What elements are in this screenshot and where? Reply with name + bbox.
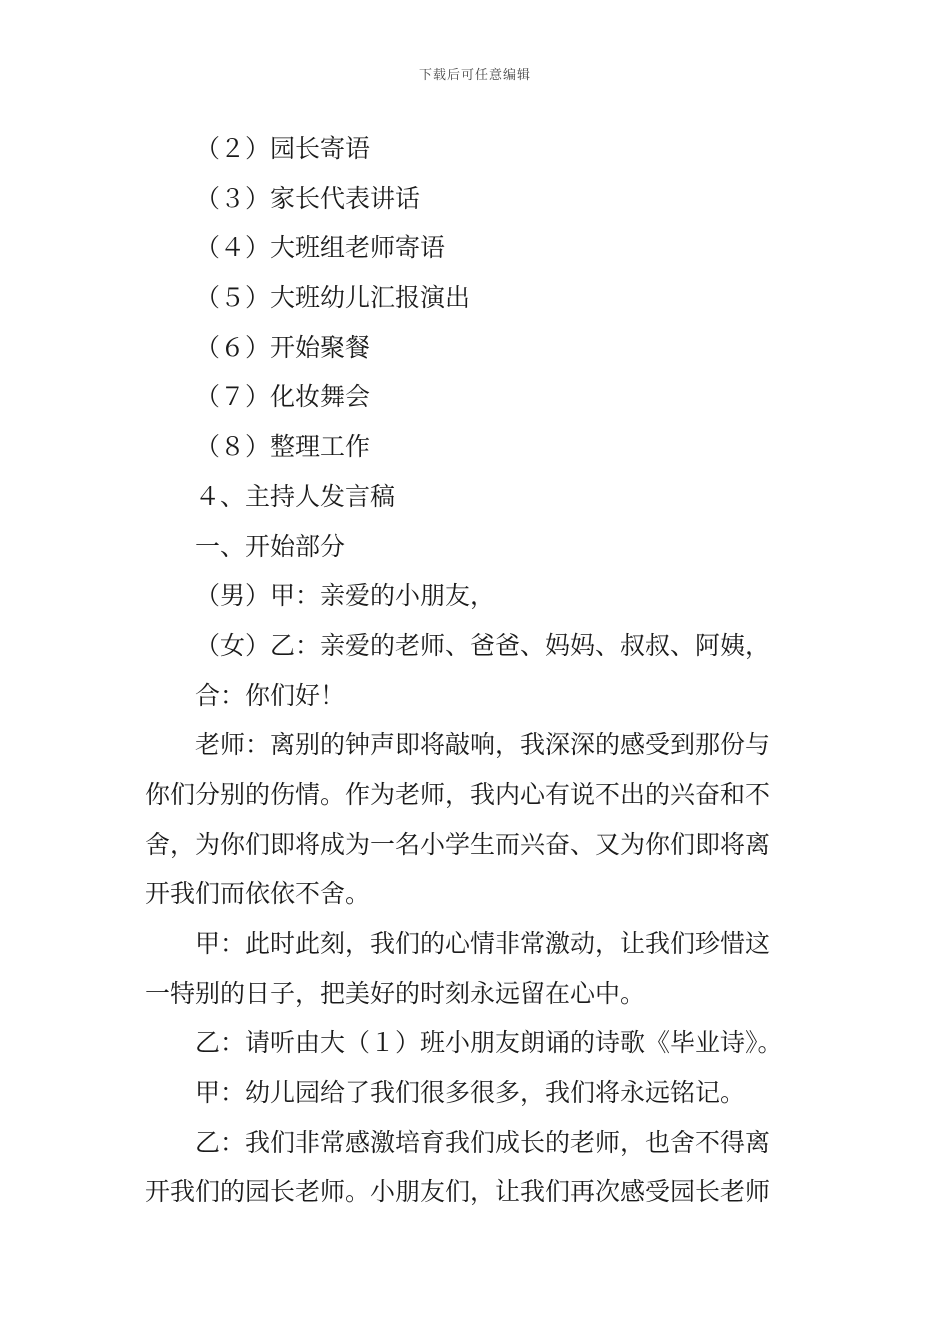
- jia-line: 甲：幼儿园给了我们很多很多，我们将永远铭记。: [195, 1078, 746, 1108]
- list-item: （４）大班组老师寄语: [195, 233, 446, 263]
- list-item: （６）开始聚餐: [195, 332, 371, 362]
- list-item: （８）整理工作: [195, 432, 371, 462]
- paragraph-line: 你们分别的伤情。作为老师，我内心有说不出的兴奋和不: [145, 779, 771, 809]
- jia-paragraph: [145, 919, 810, 1018]
- yi-line: 乙：请听由大（１）班小朋友朗诵的诗歌《毕业诗》。: [195, 1028, 783, 1058]
- paragraph-line: 开我们的园长老师。小朋友们，让我们再次感受园长老师: [145, 1177, 771, 1207]
- list-item: （７）化妆舞会: [195, 382, 371, 412]
- list-item: （２）园长寄语: [195, 134, 371, 163]
- teacher-paragraph: [145, 720, 810, 919]
- dialogue-male-line: （男）甲：亲爱的小朋友，: [195, 581, 496, 611]
- list-item: （３）家长代表讲话: [195, 183, 421, 213]
- yi-paragraph: [145, 1118, 810, 1217]
- list-item: （５）大班幼儿汇报演出: [195, 283, 471, 313]
- page-header: 下载后可任意编辑: [418, 68, 531, 83]
- paragraph-line: 老师：离别的钟声即将敲响，我深深的感受到那份与: [195, 730, 771, 760]
- part-heading: 一、开始部分: [195, 531, 346, 561]
- paragraph-line: 一特别的日子，把美好的时刻永远留在心中。: [145, 978, 646, 1008]
- paragraph-line: 舍，为你们即将成为一名小学生而兴奋、又为你们即将离: [145, 829, 771, 859]
- paragraph-line: 乙：我们非常感激培育我们成长的老师，也舍不得离: [195, 1127, 771, 1157]
- paragraph-line: 开我们而依依不舍。: [145, 879, 371, 909]
- dialogue-female-line: （女）乙：亲爱的老师、爸爸、妈妈、叔叔、阿姨，: [195, 630, 771, 660]
- dialogue-together-line: 合：你们好！: [195, 680, 346, 710]
- paragraph-line: 甲：此时此刻，我们的心情非常激动，让我们珍惜这: [195, 929, 771, 958]
- document-body: [145, 124, 810, 1217]
- section-heading: ４、主持人发言稿: [195, 481, 396, 511]
